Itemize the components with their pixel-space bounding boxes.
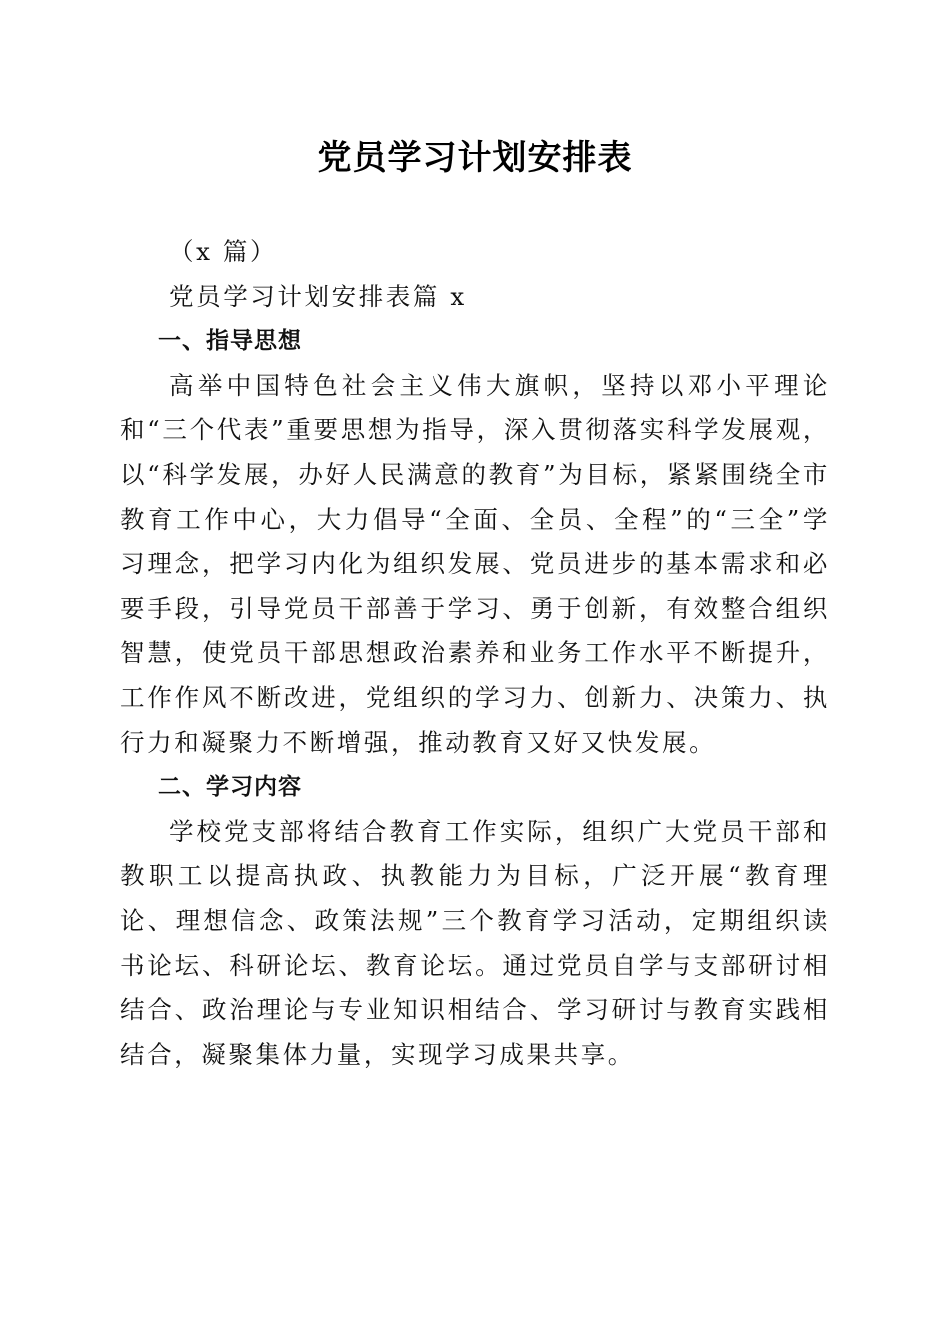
document-body <box>120 230 830 1077</box>
section-paragraph-guiding-ideology: 高举中国特色社会主义伟大旗帜，坚持以邓小平理论和“三个代表”重要思想为指导，深入贯彻落实科学发展观，以“科学发展，办好人民满意的教育”为目标，紧紧围绕全市教育工作中心，大力倡导“全面、全员、全程”的“三全”学习理念，把学习内化为组织发展、党员进步的基本需求和必要手段，引导党员干部善于学习、勇于创新，有效整合组织智慧，使党员干部思想政治素养和业务工作水平不断提升，工作作风不断改进，党组织的学习力、创新力、决策力、执行力和凝聚力不断增强，推动教育又好又快发展。 <box>120 370 830 757</box>
subtitle-name: 党员学习计划安排表篇 x <box>169 281 467 311</box>
section-heading-guiding-ideology: 一、指导思想 <box>158 328 302 355</box>
section-paragraph-study-content: 学校党支部将结合教育工作实际，组织广大党员干部和教职工以提高执政、执教能力为目标，广泛开展“教育理论、理想信念、政策法规”三个教育学习活动，定期组织读书论坛、科研论坛、教育论坛。通过党员自学与支部研讨相结合、政治理论与专业知识相结合、学习研讨与教育实践相结合，凝聚集体力量，实现学习成果共享。 <box>120 816 830 1069</box>
section-heading-study-content: 二、学习内容 <box>158 774 302 801</box>
document-title: 党员学习计划安排表 <box>317 138 633 178</box>
subtitle-count: （x 篇） <box>169 237 278 266</box>
